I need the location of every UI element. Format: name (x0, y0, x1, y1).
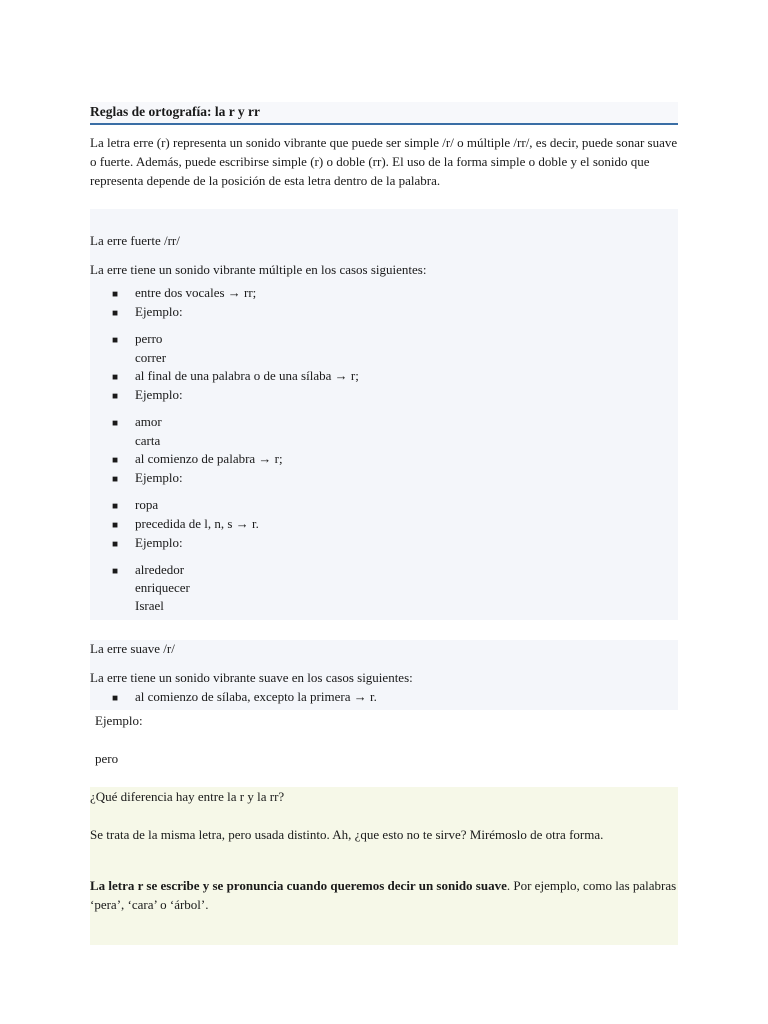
section-diferencia (90, 787, 678, 945)
example-word: pero (95, 751, 119, 766)
bullet-icon: ■ (112, 391, 119, 402)
section-heading-fuerte: La erre fuerte /rr/ (90, 233, 180, 248)
list-item: perro (135, 331, 163, 346)
answer-paragraph: Se trata de la misma letra, pero usada distinto. Ah, ¿que esto no te sirve? Mirémoslo de otra forma. (90, 827, 604, 842)
section-heading-suave: La erre suave /r/ (90, 641, 175, 656)
list-item: Israel (135, 598, 164, 613)
title-bar (90, 102, 678, 125)
list-item: Ejemplo: (135, 387, 183, 402)
list-item: enriquecer (135, 580, 190, 595)
bullet-icon: ■ (112, 289, 119, 300)
list-item: al final de una palabra o de una sílaba → r; (135, 368, 359, 383)
list-item: carta (135, 433, 161, 448)
list-item: alrededor (135, 562, 185, 577)
list-item: Ejemplo: (135, 470, 183, 485)
list-item: entre dos vocales → rr; (135, 285, 257, 300)
bullet-icon: ■ (112, 520, 119, 531)
question-heading: ¿Qué diferencia hay entre la r y la rr? (90, 789, 285, 804)
bullet-icon: ■ (112, 372, 119, 383)
list-item: ropa (135, 497, 159, 512)
list-item: al comienzo de sílaba, excepto la primera → r. (135, 689, 377, 704)
section-lead-fuerte: La erre tiene un sonido vibrante múltiple en los casos siguientes: (90, 262, 427, 277)
bullet-icon: ■ (112, 566, 119, 577)
explanation-paragraph (90, 876, 678, 914)
section-lead-suave: La erre tiene un sonido vibrante suave en los casos siguientes: (90, 670, 413, 685)
intro-paragraph: La letra erre (r) representa un sonido vibrante que puede ser simple /r/ o múltiple /rr/, es decir, puede sonar suave o fuerte. Además, puede escribirse simple (r) o doble (rr). El uso de la forma simple o doble y el sonido que representa depende de la posición de esta letra dentro de la palabra. (90, 135, 678, 188)
bullet-icon: ■ (112, 501, 119, 512)
bullet-icon: ■ (112, 693, 119, 704)
list-item: Ejemplo: (135, 304, 183, 319)
bullet-icon: ■ (112, 474, 119, 485)
bullet-icon: ■ (112, 308, 119, 319)
list-item: al comienzo de palabra → r; (135, 451, 283, 466)
explanation-rest: . Por ejemplo, como las palabras ‘pera’, ‘cara’ o ‘árbol’. (90, 878, 677, 912)
list-item: amor (135, 414, 162, 429)
example-label: Ejemplo: (95, 713, 143, 728)
list-item: precedida de l, n, s → r. (135, 516, 259, 531)
bullet-icon: ■ (112, 418, 119, 429)
list-item: correr (135, 350, 167, 365)
bullet-icon: ■ (112, 539, 119, 550)
page-title: Reglas de ortografía: la r y rr (90, 104, 260, 119)
explanation-bold: La letra r se escribe y se pronuncia cuando queremos decir un sonido suave (90, 878, 507, 893)
bullet-icon: ■ (112, 335, 119, 346)
bullet-icon: ■ (112, 455, 119, 466)
list-item: Ejemplo: (135, 535, 183, 550)
